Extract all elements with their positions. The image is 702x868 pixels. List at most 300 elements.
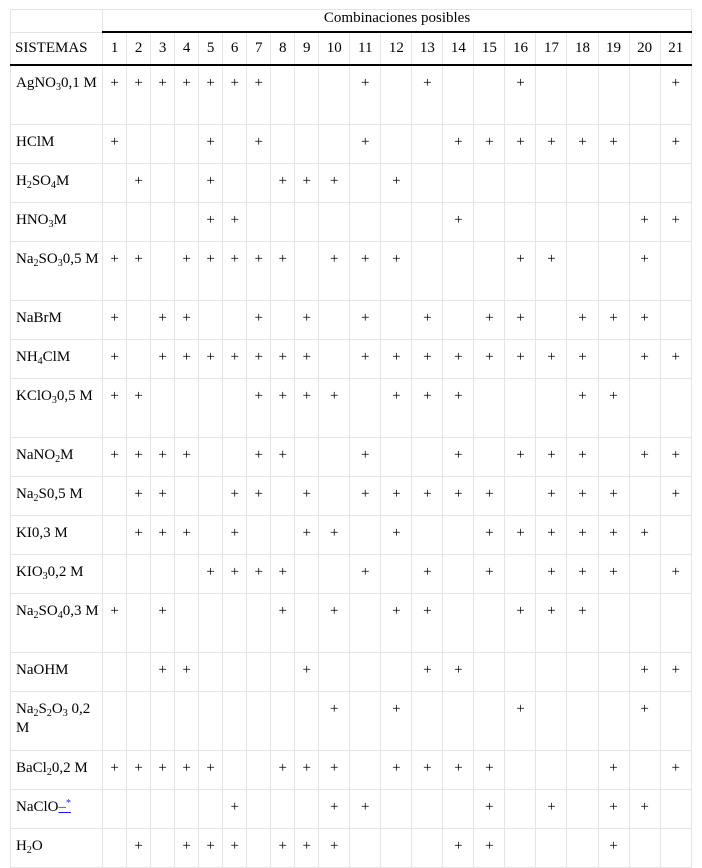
compatibility-mark: + [412,555,443,594]
system-name-text: H [16,173,27,189]
subscript: 3 [48,219,54,230]
empty-cell [567,829,598,868]
empty-cell [295,65,319,125]
empty-cell [598,242,629,301]
empty-cell [629,555,660,594]
compatibility-mark: + [175,340,199,379]
compatibility-mark: + [127,829,151,868]
compatibility-mark: + [223,203,247,242]
combination-header-4: 4 [175,32,199,65]
subscript: 2 [46,767,52,778]
compatibility-mark: + [598,829,629,868]
empty-cell [629,751,660,790]
compatibility-mark: + [350,555,381,594]
system-name-text: AgNO [16,75,56,91]
header-corner-cell [11,10,103,33]
subscript: 2 [33,258,39,269]
empty-cell [660,829,691,868]
empty-cell [223,164,247,203]
empty-cell [175,164,199,203]
table-row [11,340,692,379]
empty-cell [412,203,443,242]
combination-header-15: 15 [474,32,505,65]
compatibility-mark: + [660,203,691,242]
table-row [11,555,692,594]
system-name-text: SO [38,603,58,619]
compatibility-mark: + [319,829,350,868]
empty-cell [474,594,505,653]
empty-cell [199,438,223,477]
compatibility-mark: + [381,692,412,751]
subscript: 4 [57,610,63,621]
footnote-link[interactable]: –* [58,798,71,815]
compatibility-mark: + [103,751,127,790]
compatibility-mark: + [127,477,151,516]
empty-cell [660,516,691,555]
empty-cell [381,65,412,125]
empty-cell [151,829,175,868]
compatibility-mark: + [103,125,127,164]
compatibility-mark: + [151,594,175,653]
system-name [11,751,103,790]
system-name-text: NaBrM [16,310,62,326]
empty-cell [598,692,629,751]
system-name-text: Na [16,251,34,267]
system-name [11,438,103,477]
compatibility-mark: + [567,379,598,438]
system-name [11,653,103,692]
subscript: 3 [51,395,57,406]
compatibility-mark: + [247,555,271,594]
table-row [11,125,692,164]
compatibility-mark: + [567,594,598,653]
compatibility-mark: + [474,125,505,164]
compatibility-mark: + [660,438,691,477]
compatibility-mark: + [127,751,151,790]
system-name-text: BaCl [16,760,47,776]
subscript: 2 [26,845,32,856]
empty-cell [127,790,151,829]
compatibility-mark: + [295,653,319,692]
empty-cell [474,65,505,125]
system-name [11,692,103,751]
compatibility-mark: + [295,477,319,516]
compatibility-mark: + [271,751,295,790]
empty-cell [443,301,474,340]
empty-cell [271,692,295,751]
compatibility-mark: + [319,594,350,653]
compatibility-mark: + [412,751,443,790]
compatibility-mark: + [629,790,660,829]
compatibility-mark: + [247,477,271,516]
empty-cell [271,203,295,242]
empty-cell [505,379,536,438]
system-name [11,829,103,868]
compatibility-mark: + [660,477,691,516]
empty-cell [598,65,629,125]
compatibility-mark: + [199,125,223,164]
compatibility-mark: + [271,594,295,653]
empty-cell [127,594,151,653]
empty-cell [295,125,319,164]
empty-cell [629,65,660,125]
empty-cell [474,203,505,242]
compatibility-mark: + [412,477,443,516]
table-row [11,301,692,340]
empty-cell [629,125,660,164]
compatibility-mark: + [567,438,598,477]
compatibility-mark: + [505,65,536,125]
table-row [11,242,692,301]
compatibility-mark: + [199,242,223,301]
empty-cell [443,692,474,751]
empty-cell [660,692,691,751]
compatibility-mark: + [443,653,474,692]
empty-cell [103,829,127,868]
compatibility-mark: + [536,790,567,829]
empty-cell [350,692,381,751]
system-name-text: Na [16,486,34,502]
empty-cell [629,594,660,653]
system-name-text: O [51,701,63,717]
compatibility-mark: + [567,555,598,594]
compatibility-mark: + [350,125,381,164]
empty-cell [350,751,381,790]
empty-cell [199,594,223,653]
compatibility-mark: + [199,340,223,379]
empty-cell [319,125,350,164]
combination-header-21: 21 [660,32,691,65]
compatibility-mark: + [319,379,350,438]
compatibility-mark: + [199,65,223,125]
compatibility-mark: + [629,340,660,379]
compatibility-mark: + [175,242,199,301]
compatibility-mark: + [127,65,151,125]
empty-cell [412,438,443,477]
compatibility-mark: + [474,790,505,829]
system-name [11,340,103,379]
empty-cell [660,379,691,438]
empty-cell [295,594,319,653]
table-row [11,594,692,653]
system-name-text: Na [16,603,34,619]
header-row-group [11,10,692,33]
compatibility-mark: + [151,301,175,340]
empty-cell [295,555,319,594]
system-name [11,242,103,301]
combination-header-17: 17 [536,32,567,65]
compatibility-mark: + [175,438,199,477]
empty-cell [536,692,567,751]
empty-cell [381,301,412,340]
combination-header-9: 9 [295,32,319,65]
empty-cell [598,203,629,242]
compatibility-mark: + [151,516,175,555]
empty-cell [319,203,350,242]
empty-cell [319,555,350,594]
compatibility-mark: + [295,829,319,868]
compatibility-mark: + [660,340,691,379]
empty-cell [175,594,199,653]
compatibility-mark: + [505,301,536,340]
empty-cell [151,242,175,301]
empty-cell [474,164,505,203]
empty-cell [505,829,536,868]
compatibility-mark: + [199,829,223,868]
empty-cell [151,125,175,164]
system-name-text: 0,2 M [16,701,91,736]
empty-cell [660,164,691,203]
compatibility-mark: + [412,653,443,692]
empty-cell [151,790,175,829]
table-row [11,379,692,438]
empty-cell [381,203,412,242]
table-row [11,653,692,692]
compatibility-mark: + [271,438,295,477]
empty-cell [223,438,247,477]
table-row [11,829,692,868]
empty-cell [271,301,295,340]
compatibility-mark: + [127,164,151,203]
subscript: 3 [42,571,48,582]
compatibility-mark: + [271,242,295,301]
table-row [11,790,692,829]
empty-cell [247,594,271,653]
empty-cell [103,203,127,242]
combination-header-7: 7 [247,32,271,65]
compatibility-mark: + [350,301,381,340]
system-name [11,594,103,653]
empty-cell [629,164,660,203]
empty-cell [474,438,505,477]
empty-cell [598,164,629,203]
table-row [11,65,692,125]
compatibility-mark: + [175,829,199,868]
compatibility-mark: + [295,301,319,340]
compatibility-mark: + [295,164,319,203]
empty-cell [151,203,175,242]
subscript: 2 [55,454,61,465]
empty-cell [127,692,151,751]
empty-cell [536,379,567,438]
compatibility-mark: + [223,242,247,301]
compatibility-mark: + [443,340,474,379]
system-name-text: NaClO [16,799,59,815]
compatibility-mark: + [598,379,629,438]
compatibility-mark: + [247,65,271,125]
compatibility-mark: + [474,340,505,379]
compatibility-mark: + [536,594,567,653]
compatibility-mark: + [223,65,247,125]
system-name [11,516,103,555]
empty-cell [505,751,536,790]
footnote-marker[interactable]: * [66,798,71,809]
compatibility-mark: + [319,242,350,301]
compatibility-mark: + [199,203,223,242]
system-name-text: M [56,173,70,189]
empty-cell [175,125,199,164]
compatibility-mark: + [381,340,412,379]
empty-cell [412,790,443,829]
empty-cell [598,438,629,477]
compatibility-mark: + [151,477,175,516]
empty-cell [567,164,598,203]
empty-cell [567,692,598,751]
compatibility-mark: + [199,555,223,594]
system-name-text: HClM [16,134,55,150]
empty-cell [567,203,598,242]
empty-cell [247,164,271,203]
empty-cell [350,516,381,555]
combination-header-5: 5 [199,32,223,65]
compatibility-mark: + [295,751,319,790]
system-name-text: 0,3 M [62,603,99,619]
subscript: 3 [62,708,68,719]
combinations-group-header: Combinaciones posibles [103,10,692,33]
empty-cell [598,594,629,653]
empty-cell [443,164,474,203]
compatibility-mark: + [271,340,295,379]
compatibility-mark: + [247,340,271,379]
empty-cell [295,203,319,242]
compatibility-mark: + [175,301,199,340]
compatibility-mark: + [199,164,223,203]
compatibility-mark: + [127,379,151,438]
combination-header-3: 3 [151,32,175,65]
compatibility-mark: + [247,242,271,301]
compatibility-mark: + [660,65,691,125]
empty-cell [629,379,660,438]
compatibility-mark: + [175,516,199,555]
empty-cell [536,164,567,203]
empty-cell [350,829,381,868]
empty-cell [443,594,474,653]
empty-cell [567,653,598,692]
system-name-text: 0,5 M [56,388,93,404]
empty-cell [295,242,319,301]
combinations-table [10,9,692,868]
empty-cell [103,477,127,516]
empty-cell [175,203,199,242]
subscript: 2 [33,610,39,621]
empty-cell [151,555,175,594]
empty-cell [127,203,151,242]
header-row-numbers [11,32,692,65]
compatibility-mark: + [175,751,199,790]
compatibility-mark: + [127,516,151,555]
system-name-text: KIO [16,564,43,580]
compatibility-mark: + [443,829,474,868]
combination-header-18: 18 [567,32,598,65]
empty-cell [103,692,127,751]
compatibility-mark: + [567,340,598,379]
compatibility-mark: + [223,829,247,868]
empty-cell [127,555,151,594]
compatibility-mark: + [443,438,474,477]
empty-cell [319,653,350,692]
combinations-table-container [10,9,692,868]
systems-column-header: SISTEMAS [11,32,103,65]
compatibility-mark: + [567,125,598,164]
compatibility-mark: + [505,594,536,653]
compatibility-mark: + [223,340,247,379]
system-name [11,555,103,594]
compatibility-mark: + [536,555,567,594]
empty-cell [271,477,295,516]
empty-cell [319,438,350,477]
system-name-text: M [60,447,74,463]
compatibility-mark: + [350,790,381,829]
empty-cell [247,653,271,692]
compatibility-mark: + [660,555,691,594]
empty-cell [199,790,223,829]
system-name-text: M [53,212,67,228]
compatibility-mark: + [103,65,127,125]
empty-cell [536,653,567,692]
empty-cell [103,653,127,692]
combination-header-14: 14 [443,32,474,65]
system-name-text: NH [16,349,38,365]
empty-cell [319,65,350,125]
compatibility-mark: + [223,477,247,516]
compatibility-mark: + [443,379,474,438]
compatibility-mark: + [536,242,567,301]
empty-cell [127,125,151,164]
empty-cell [536,829,567,868]
compatibility-mark: + [598,301,629,340]
empty-cell [443,790,474,829]
empty-cell [271,790,295,829]
system-name-text: ClM [42,349,71,365]
compatibility-mark: + [103,438,127,477]
empty-cell [660,242,691,301]
compatibility-mark: + [350,438,381,477]
empty-cell [350,164,381,203]
empty-cell [412,692,443,751]
compatibility-mark: + [598,751,629,790]
compatibility-mark: + [247,301,271,340]
compatibility-mark: + [536,125,567,164]
empty-cell [199,516,223,555]
empty-cell [295,790,319,829]
combination-header-16: 16 [505,32,536,65]
table-row [11,516,692,555]
empty-cell [175,692,199,751]
empty-cell [271,653,295,692]
system-name [11,379,103,438]
compatibility-mark: + [505,692,536,751]
empty-cell [103,516,127,555]
compatibility-mark: + [247,125,271,164]
compatibility-mark: + [271,164,295,203]
compatibility-mark: + [151,438,175,477]
empty-cell [127,301,151,340]
empty-cell [271,125,295,164]
compatibility-mark: + [223,555,247,594]
empty-cell [412,164,443,203]
empty-cell [567,751,598,790]
empty-cell [660,790,691,829]
empty-cell [350,653,381,692]
empty-cell [443,242,474,301]
compatibility-mark: + [412,379,443,438]
empty-cell [151,164,175,203]
empty-cell [247,829,271,868]
compatibility-mark: + [151,65,175,125]
system-name [11,790,103,829]
empty-cell [567,790,598,829]
subscript: 4 [51,180,57,191]
